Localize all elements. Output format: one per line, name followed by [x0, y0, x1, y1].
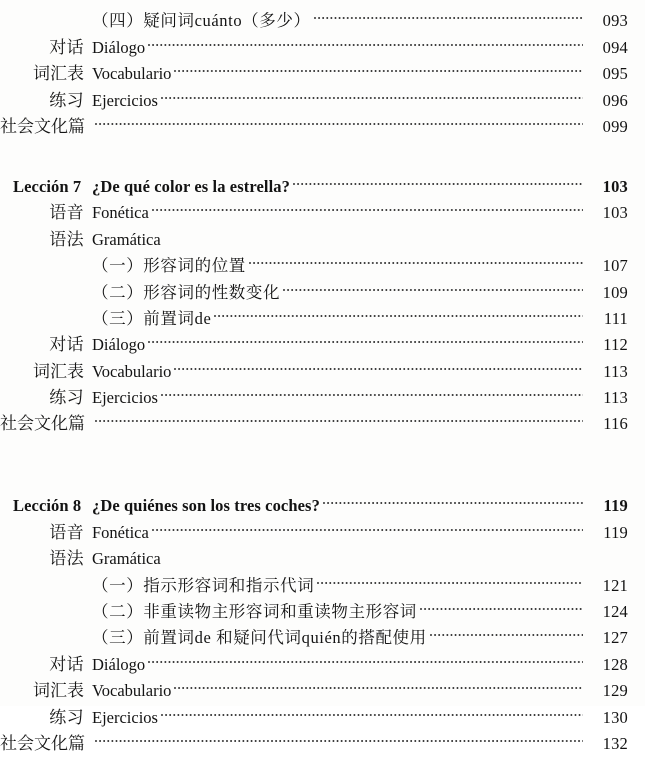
- leader-dots: [148, 26, 583, 52]
- toc-row-title: Vocabulario: [92, 361, 172, 381]
- toc-row-title: Diálogo: [92, 654, 146, 674]
- toc-page-number: 124: [602, 602, 628, 622]
- toc-page-number: 095: [602, 64, 628, 84]
- toc-page-number: 094: [602, 37, 628, 57]
- toc-page-number: 096: [602, 90, 628, 110]
- lesson-number-label: Lección 8: [13, 496, 82, 516]
- section-gap: [0, 462, 645, 484]
- toc-row-title: Ejercicios: [92, 388, 158, 408]
- toc-page-number: 107: [602, 256, 628, 276]
- toc-group-leccion7: [0, 165, 645, 434]
- leader-dots: [323, 484, 583, 511]
- leader-dots: [317, 564, 583, 590]
- toc-row-title: （二）形容词的性数变化: [92, 282, 281, 302]
- lesson-number-label: Lección 7: [13, 176, 82, 196]
- leader-dots: [148, 643, 583, 669]
- toc-page-number: 113: [603, 361, 628, 381]
- toc-row-label: 社会文化篇: [0, 116, 85, 136]
- toc-page-number: 103: [602, 203, 628, 223]
- toc-lesson-heading[interactable]: [0, 165, 645, 196]
- toc-row-title: Fonética: [92, 203, 149, 223]
- toc-lesson-heading[interactable]: [0, 484, 645, 516]
- toc-page-number: 119: [603, 496, 628, 516]
- toc-page-number: 127: [602, 628, 628, 648]
- leader-dots: [161, 79, 583, 105]
- toc-row[interactable]: [0, 403, 645, 434]
- toc-row-title: Ejercicios: [92, 707, 158, 727]
- toc-row-label: 练习: [49, 90, 84, 110]
- leader-dots: [148, 324, 583, 350]
- toc-page-number: 112: [603, 335, 628, 355]
- leader-dots: [293, 165, 583, 192]
- leader-dots: [161, 696, 583, 722]
- toc-row-label: 语法: [49, 229, 84, 249]
- toc-page-number: 099: [602, 116, 628, 136]
- leader-dots: [249, 245, 583, 271]
- section-gap: [0, 429, 645, 462]
- toc-page-number: 109: [602, 282, 628, 302]
- toc-row-label: 语法: [49, 549, 84, 569]
- leader-dots: [152, 511, 583, 537]
- toc-row-label: 社会文化篇: [0, 414, 85, 434]
- toc-row-label: 对话: [49, 654, 84, 674]
- toc-page-number: 119: [603, 522, 628, 542]
- toc-row-label: 语音: [49, 522, 84, 542]
- leader-dots: [174, 670, 583, 696]
- toc-page-number: 103: [602, 176, 628, 196]
- toc-row-title: Fonética: [92, 522, 149, 542]
- leader-dots: [95, 403, 583, 429]
- toc-row-title: Vocabulario: [92, 681, 172, 701]
- toc-row-label: 词汇表: [33, 64, 84, 84]
- toc-page-number: 111: [603, 308, 628, 328]
- toc-row-label: 练习: [49, 707, 84, 727]
- toc-page-number: 130: [602, 707, 628, 727]
- toc-page-number: 116: [603, 414, 628, 434]
- toc-row-title: Gramática: [92, 229, 161, 249]
- section-gap: [0, 132, 645, 165]
- toc-group-leccion6-tail: [0, 0, 645, 136]
- toc-row-label: 对话: [49, 37, 84, 57]
- lesson-title: ¿De quiénes son los tres coches?: [92, 496, 320, 516]
- leader-dots: [430, 617, 583, 643]
- toc-row-title: Diálogo: [92, 37, 146, 57]
- toc-row-label: 练习: [49, 388, 84, 408]
- toc-row-title: Gramática: [92, 549, 161, 569]
- toc-page-number: 093: [602, 11, 628, 31]
- leader-dots: [314, 0, 583, 26]
- toc-row-label: 语音: [49, 203, 84, 223]
- toc-row-label: 对话: [49, 335, 84, 355]
- leader-dots: [174, 53, 583, 79]
- toc-row-label: 词汇表: [33, 361, 84, 381]
- toc-row-label: 社会文化篇: [0, 733, 85, 753]
- toc-page-number: 113: [603, 388, 628, 408]
- toc-row-title: （一）指示形容词和指示代词: [92, 575, 315, 595]
- toc-row[interactable]: [0, 0, 645, 31]
- leader-dots: [152, 192, 583, 218]
- toc-row[interactable]: [0, 106, 645, 136]
- toc-row-title: （三）前置词de 和疑问代词quién的搭配使用: [92, 628, 427, 648]
- toc-page-number: 132: [602, 733, 628, 753]
- toc-row-title: （四）疑问词cuánto（多少）: [92, 11, 311, 31]
- leader-dots: [95, 106, 583, 132]
- leader-dots: [95, 723, 583, 749]
- leader-dots: [214, 298, 583, 324]
- leader-dots: [161, 377, 583, 403]
- toc-row[interactable]: [0, 723, 645, 753]
- toc-page-number: 121: [602, 575, 628, 595]
- toc-row-label: 词汇表: [33, 681, 84, 701]
- lesson-title: ¿De qué color es la estrella?: [92, 176, 290, 196]
- toc-group-leccion8: [0, 484, 645, 753]
- toc-row-title: （一）形容词的位置: [92, 256, 246, 276]
- leader-dots: [174, 350, 583, 376]
- toc-row-title: Diálogo: [92, 335, 146, 355]
- toc-page-number: 129: [602, 681, 628, 701]
- leader-dots: [283, 271, 583, 297]
- toc-row-title: Vocabulario: [92, 64, 172, 84]
- toc-row-title: Ejercicios: [92, 90, 158, 110]
- toc-row-title: （二）非重读物主形容词和重读物主形容词: [92, 602, 417, 622]
- toc-page-number: 128: [602, 654, 628, 674]
- toc-row-title: （三）前置词de: [92, 308, 212, 328]
- leader-dots: [420, 591, 583, 617]
